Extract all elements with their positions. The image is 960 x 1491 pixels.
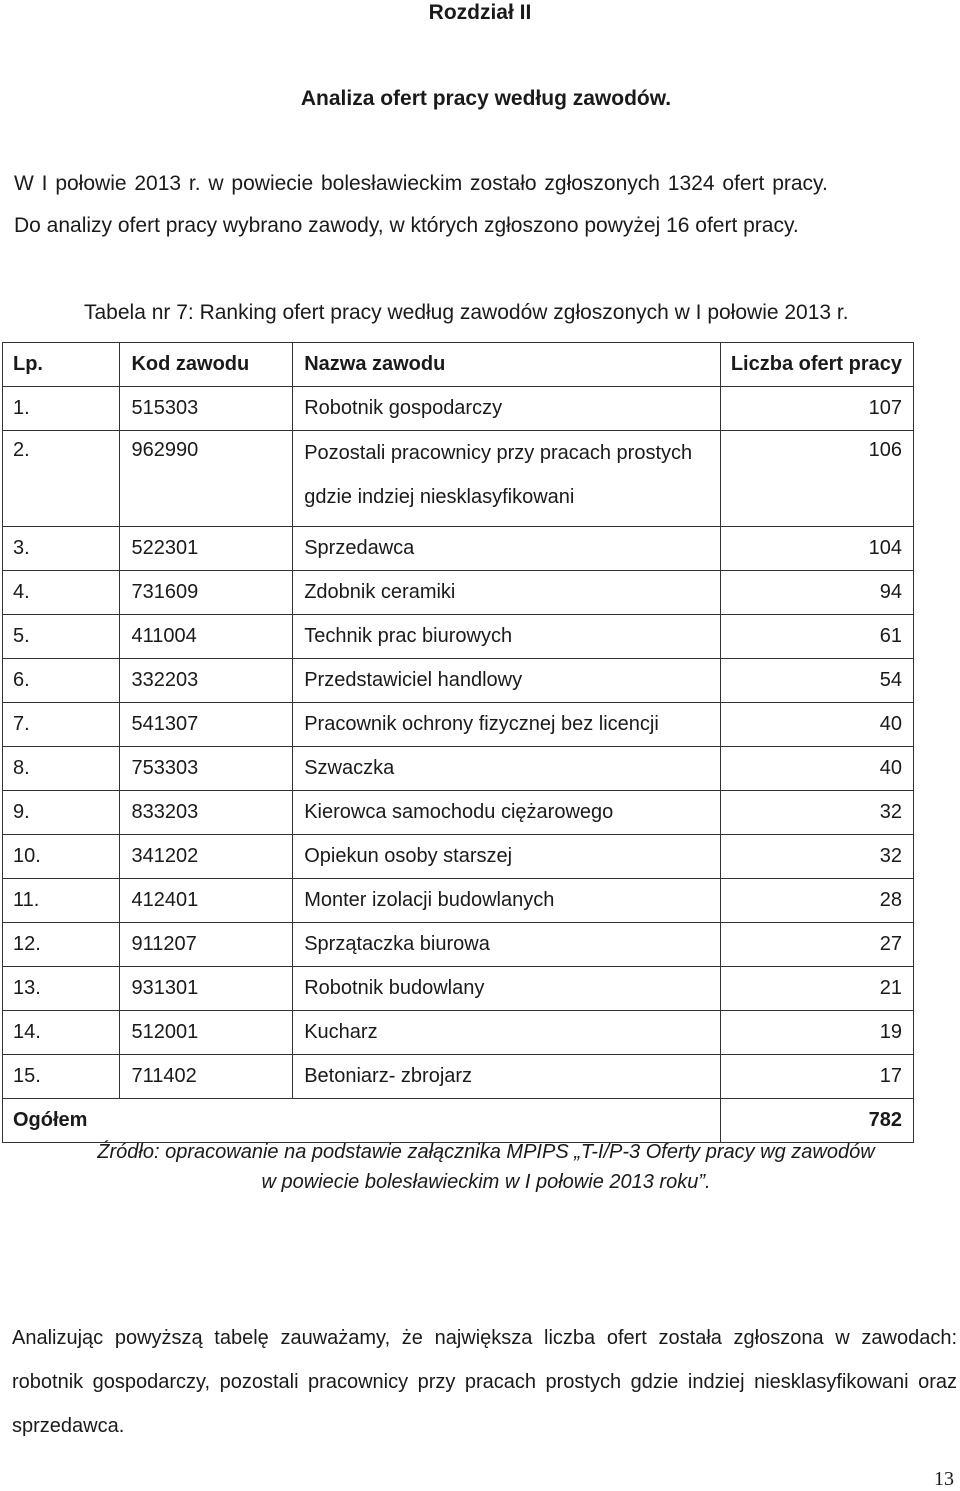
cell-name: Pozostali pracownicy przy pracach prostych gdzie indziej niesklasyfikowani: [293, 431, 721, 527]
cell-lp: 4.: [3, 571, 120, 615]
header-lp: Lp.: [3, 343, 120, 387]
ranking-table: [2, 342, 914, 1143]
cell-code: 731609: [120, 571, 293, 615]
cell-code: 911207: [120, 923, 293, 967]
chapter-heading: Rozdział II: [428, 1, 532, 24]
table-row: [3, 923, 914, 967]
table-row: [3, 431, 914, 527]
cell-code: 711402: [120, 1055, 293, 1099]
source-line-2: w powiecie bolesławieckim w I połowie 2013 roku”.: [261, 1171, 711, 1193]
cell-count: 27: [720, 923, 913, 967]
header-count: Liczba ofert pracy: [720, 343, 913, 387]
total-value: 782: [720, 1099, 913, 1143]
table-row: [3, 659, 914, 703]
table-row: [3, 967, 914, 1011]
cell-name: Opiekun osoby starszej: [293, 835, 721, 879]
cell-lp: 8.: [3, 747, 120, 791]
cell-name: Sprzątaczka biurowa: [293, 923, 721, 967]
cell-code: 515303: [120, 387, 293, 431]
summary-paragraph: Analizując powyższą tabelę zauważamy, że największa liczba ofert została zgłoszona w zawodach: robotnik gospodarczy, pozostali pracownicy przy pracach prostych gdzie indziej niesklasyfikowani oraz sprzedawca.: [12, 1327, 957, 1437]
cell-name: Monter izolacji budowlanych: [293, 879, 721, 923]
cell-count: 61: [720, 615, 913, 659]
header-code: Kod zawodu: [120, 343, 293, 387]
section-title: Analiza ofert pracy według zawodów.: [300, 87, 672, 110]
table-row: [3, 747, 914, 791]
cell-count: 19: [720, 1011, 913, 1055]
cell-count: 28: [720, 879, 913, 923]
cell-lp: 11.: [3, 879, 120, 923]
cell-code: 931301: [120, 967, 293, 1011]
cell-lp: 9.: [3, 791, 120, 835]
table-source-note: [0, 1137, 960, 1197]
cell-count: 104: [720, 527, 913, 571]
cell-lp: 2.: [3, 431, 120, 527]
cell-lp: 13.: [3, 967, 120, 1011]
header-name: Nazwa zawodu: [293, 343, 721, 387]
cell-lp: 7.: [3, 703, 120, 747]
intro-paragraph-line-1: W I połowie 2013 r. w powiecie bolesławieckim zostało zgłoszonych 1324 ofert pracy.: [14, 172, 828, 195]
cell-name: Przedstawiciel handlowy: [293, 659, 721, 703]
cell-lp: 3.: [3, 527, 120, 571]
cell-code: 332203: [120, 659, 293, 703]
table-row: [3, 527, 914, 571]
cell-lp: 14.: [3, 1011, 120, 1055]
cell-lp: 6.: [3, 659, 120, 703]
table-row: [3, 703, 914, 747]
cell-code: 962990: [120, 431, 293, 527]
cell-count: 94: [720, 571, 913, 615]
cell-code: 541307: [120, 703, 293, 747]
cell-name: Betoniarz- zbrojarz: [293, 1055, 721, 1099]
cell-count: 107: [720, 387, 913, 431]
table-row: [3, 571, 914, 615]
cell-name: Szwaczka: [293, 747, 721, 791]
table-caption: Tabela nr 7: Ranking ofert pracy według zawodów zgłoszonych w I połowie 2013 r.: [84, 301, 849, 324]
cell-name: Zdobnik ceramiki: [293, 571, 721, 615]
table-header-row: [3, 343, 914, 387]
cell-name: Technik prac biurowych: [293, 615, 721, 659]
cell-code: 833203: [120, 791, 293, 835]
cell-count: 54: [720, 659, 913, 703]
cell-code: 411004: [120, 615, 293, 659]
cell-name: Robotnik gospodarczy: [293, 387, 721, 431]
table-row: [3, 879, 914, 923]
cell-count: 21: [720, 967, 913, 1011]
cell-code: 412401: [120, 879, 293, 923]
table-row: [3, 1055, 914, 1099]
page-number: 13: [934, 1468, 954, 1490]
cell-lp: 1.: [3, 387, 120, 431]
cell-count: 32: [720, 791, 913, 835]
cell-name: Kierowca samochodu ciężarowego: [293, 791, 721, 835]
cell-name: Pracownik ochrony fizycznej bez licencji: [293, 703, 721, 747]
table-row: [3, 615, 914, 659]
cell-name: Robotnik budowlany: [293, 967, 721, 1011]
cell-count: 106: [720, 431, 913, 527]
cell-code: 512001: [120, 1011, 293, 1055]
cell-lp: 10.: [3, 835, 120, 879]
table-row: [3, 1011, 914, 1055]
cell-lp: 5.: [3, 615, 120, 659]
cell-code: 753303: [120, 747, 293, 791]
cell-count: 40: [720, 747, 913, 791]
cell-name: Sprzedawca: [293, 527, 721, 571]
cell-lp: 12.: [3, 923, 120, 967]
cell-count: 32: [720, 835, 913, 879]
cell-count: 40: [720, 703, 913, 747]
cell-code: 522301: [120, 527, 293, 571]
table-row: [3, 835, 914, 879]
cell-code: 341202: [120, 835, 293, 879]
table-row: [3, 791, 914, 835]
table-total-row: [3, 1099, 914, 1143]
cell-count: 17: [720, 1055, 913, 1099]
cell-name: Kucharz: [293, 1011, 721, 1055]
source-line-1: Źródło: opracowanie na podstawie załącznika MPIPS „T-I/P-3 Oferty pracy wg zawodów: [97, 1141, 875, 1163]
total-label: Ogółem: [3, 1099, 721, 1143]
cell-lp: 15.: [3, 1055, 120, 1099]
table-row: [3, 387, 914, 431]
intro-paragraph-line-2: Do analizy ofert pracy wybrano zawody, w których zgłoszono powyżej 16 ofert pracy.: [14, 214, 799, 237]
